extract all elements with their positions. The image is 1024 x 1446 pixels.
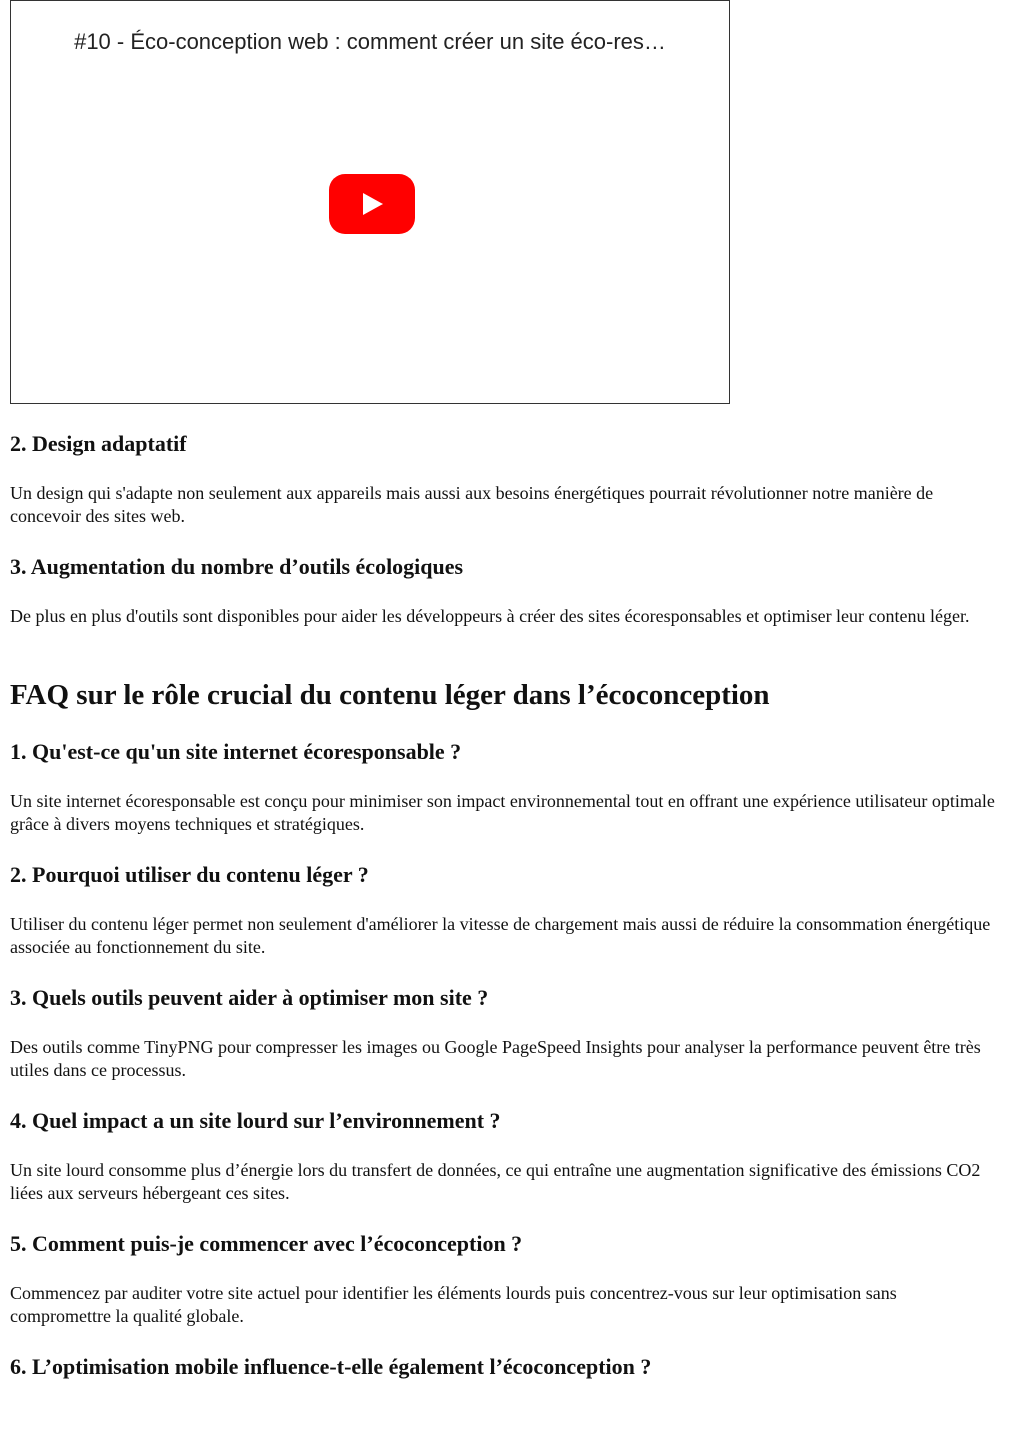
faq-question: 5. Comment puis-je commencer avec l’écoconception ? [10, 1231, 523, 1256]
faq-answer: Utiliser du contenu léger permet non seulement d'améliorer la vitesse de chargement mais aussi de réduire la consommation énergétique associée au fonctionnement du site. [10, 914, 991, 957]
section-heading: 2. Design adaptatif [10, 431, 187, 456]
faq-question: 4. Quel impact a un site lourd sur l’environnement ? [10, 1108, 501, 1133]
faq-answer: Des outils comme TinyPNG pour compresser les images ou Google PageSpeed Insights pour analyser la performance peuvent être très utiles dans ce processus. [10, 1037, 981, 1080]
faq-question: 2. Pourquoi utiliser du contenu léger ? [10, 862, 369, 887]
faq-question: 3. Quels outils peuvent aider à optimiser mon site ? [10, 985, 489, 1010]
faq-answer: Commencez par auditer votre site actuel pour identifier les éléments lourds puis concentrez-vous sur leur optimisation sans compromettre la qualité globale. [10, 1283, 897, 1326]
section-paragraph: De plus en plus d'outils sont disponibles pour aider les développeurs à créer des sites écoresponsables et optimiser leur contenu léger. [10, 606, 970, 626]
faq-question: 1. Qu'est-ce qu'un site internet écoresponsable ? [10, 739, 462, 764]
faq-answer: Un site internet écoresponsable est conçu pour minimiser son impact environnemental tout en offrant une expérience utilisateur optimale grâce à divers moyens techniques et stratégiques. [10, 791, 995, 834]
faq-question: 6. L’optimisation mobile influence-t-elle également l’écoconception ? [10, 1354, 652, 1379]
video-title[interactable]: #10 - Éco-conception web : comment créer un site éco-res… [74, 29, 666, 54]
faq-title: FAQ sur le rôle crucial du contenu léger dans l’écoconception [10, 679, 770, 711]
embedded-video-player[interactable] [10, 0, 730, 404]
section-paragraph: Un design qui s'adapte non seulement aux appareils mais aussi aux besoins énergétiques pourrait révolutionner notre manière de concevoir des sites web. [10, 483, 934, 526]
faq-answer: Un site lourd consomme plus d’énergie lors du transfert de données, ce qui entraîne une augmentation significative des émissions CO2 liées aux serveurs hébergeant ces sites. [10, 1160, 981, 1203]
section-heading: 3. Augmentation du nombre d’outils écologiques [10, 554, 464, 579]
youtube-play-icon[interactable] [329, 174, 415, 234]
